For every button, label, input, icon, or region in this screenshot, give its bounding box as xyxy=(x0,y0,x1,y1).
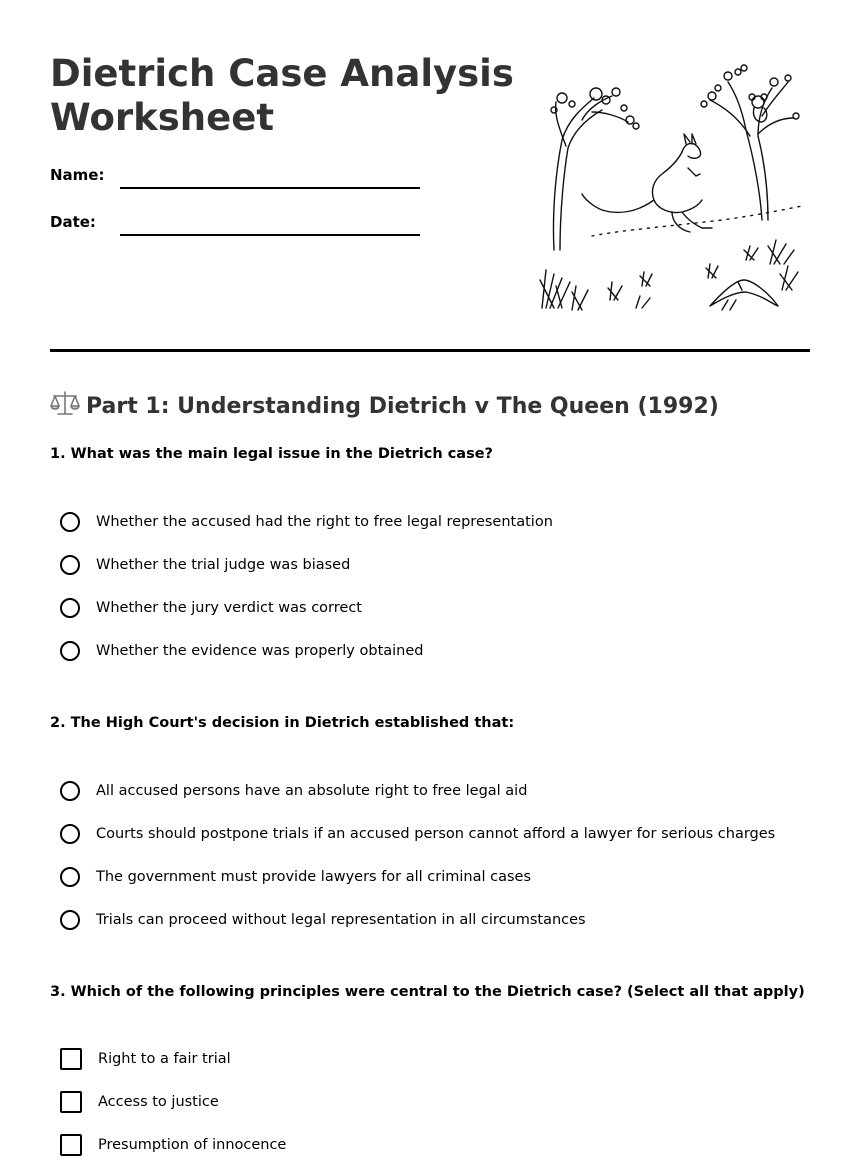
radio-button[interactable] xyxy=(60,910,80,930)
radio-button[interactable] xyxy=(60,598,80,618)
option-label: Whether the trial judge was biased xyxy=(96,557,351,573)
radio-button[interactable] xyxy=(60,824,80,844)
q1-option-1[interactable] xyxy=(60,510,553,534)
radio-button[interactable] xyxy=(60,555,80,575)
name-field[interactable] xyxy=(120,187,420,189)
radio-button[interactable] xyxy=(60,512,80,532)
option-label: Whether the jury verdict was correct xyxy=(96,600,362,616)
option-label: The government must provide lawyers for all criminal cases xyxy=(96,869,532,885)
q2-option-2[interactable] xyxy=(60,822,775,846)
question-1: 1. What was the main legal issue in the Dietrich case? xyxy=(50,446,493,462)
bush-scene-illustration xyxy=(532,60,814,328)
q1-option-3[interactable] xyxy=(60,596,362,620)
option-label: Whether the accused had the right to free legal representation xyxy=(96,514,553,530)
q1-option-2[interactable] xyxy=(60,553,350,577)
date-label: Date: xyxy=(50,213,96,231)
balance-scale-icon xyxy=(50,388,80,418)
question-2: 2. The High Court's decision in Dietrich established that: xyxy=(50,715,515,731)
option-label: Trials can proceed without legal representation in all circumstances xyxy=(96,912,586,928)
option-label: Courts should postpone trials if an accused person cannot afford a lawyer for serious charges xyxy=(96,826,776,842)
radio-button[interactable] xyxy=(60,641,80,661)
date-field[interactable] xyxy=(120,234,420,236)
q3-option-2[interactable] xyxy=(60,1090,219,1114)
option-label: Whether the evidence was properly obtained xyxy=(96,643,424,659)
q2-option-1[interactable] xyxy=(60,779,527,803)
checkbox[interactable] xyxy=(60,1048,82,1070)
option-label: Right to a fair trial xyxy=(98,1051,231,1067)
radio-button[interactable] xyxy=(60,781,80,801)
q2-option-3[interactable] xyxy=(60,865,531,889)
option-label: All accused persons have an absolute right to free legal aid xyxy=(96,783,528,799)
q2-option-4[interactable] xyxy=(60,908,586,932)
q3-option-1[interactable] xyxy=(60,1047,231,1071)
checkbox[interactable] xyxy=(60,1134,82,1156)
q3-option-3[interactable] xyxy=(60,1133,286,1157)
question-3: 3. Which of the following principles were central to the Dietrich case? (Select all that apply) xyxy=(50,984,805,1000)
part1-heading-text: Part 1: Understanding Dietrich v The Queen (1992) xyxy=(86,394,719,419)
option-label: Access to justice xyxy=(98,1094,219,1110)
checkbox[interactable] xyxy=(60,1091,82,1113)
name-label: Name: xyxy=(50,166,105,184)
q1-option-4[interactable] xyxy=(60,639,424,663)
header-divider xyxy=(50,349,810,352)
option-label: Presumption of innocence xyxy=(98,1137,287,1153)
radio-button[interactable] xyxy=(60,867,80,887)
part1-heading xyxy=(50,388,719,419)
worksheet-title: Dietrich Case Analysis Worksheet xyxy=(50,52,514,139)
